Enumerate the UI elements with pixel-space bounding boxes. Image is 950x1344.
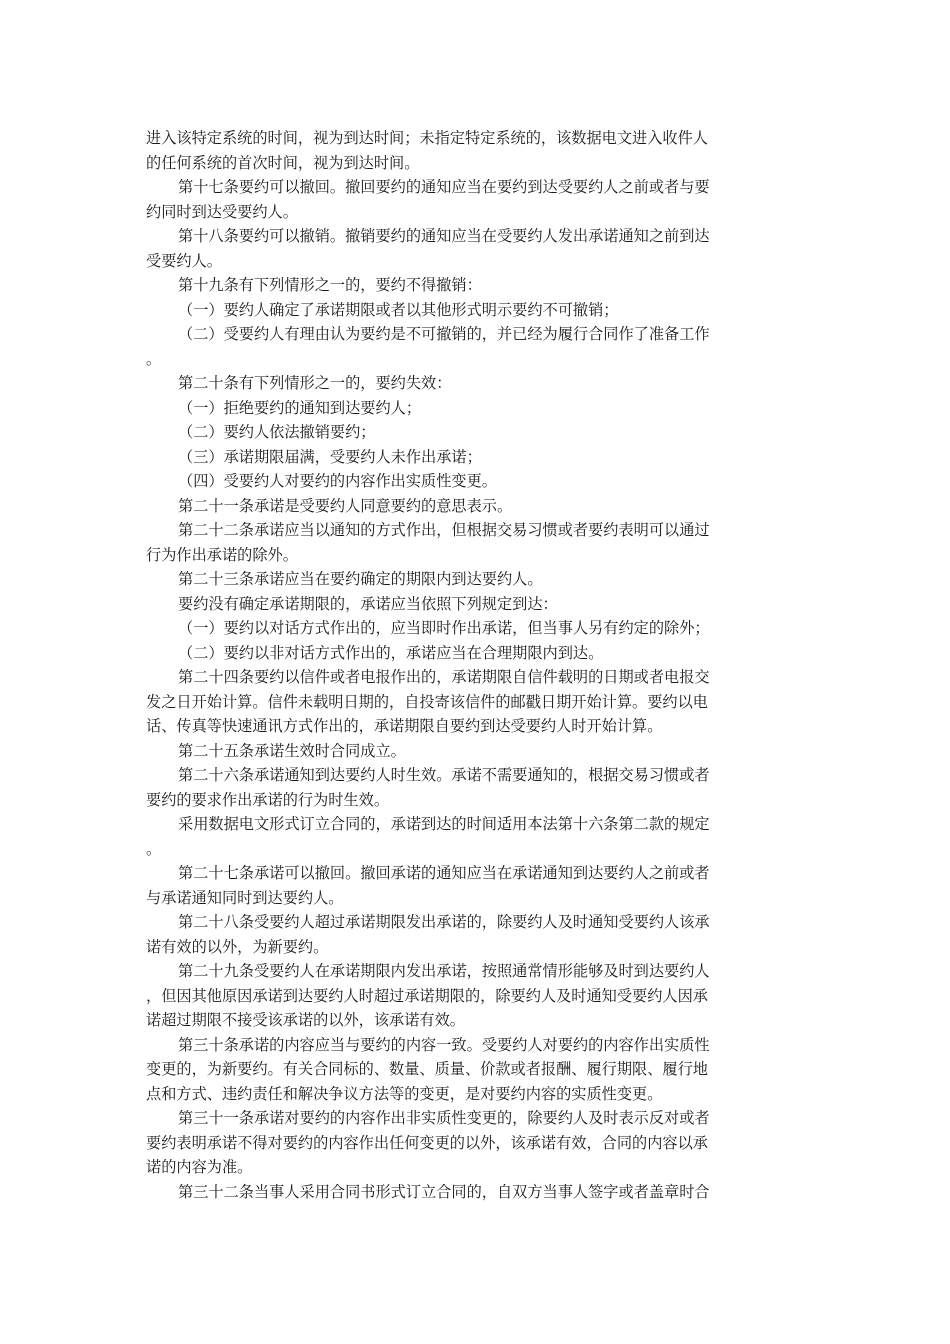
text-line: 第三十二条当事人采用合同书形式订立合同的，自双方当事人签字或者盖章时合 [178, 1182, 710, 1201]
text-line: ，但因其他原因承诺到达要约人时超过承诺期限的，除要约人及时通知受要约人因承 [146, 986, 708, 1005]
text-line: 第二十条有下列情形之一的，要约失效： [178, 374, 452, 392]
text-line: 第三十一条承诺对要约的内容作出非实质性变更的，除要约人及时表示反对或者 [178, 1109, 710, 1127]
text-line: （一）要约人确定了承诺期限或者以其他形式明示要约不可撤销； [178, 300, 619, 319]
text-line: 第二十二条承诺应当以通知的方式作出，但根据交易习惯或者要约表明可以通过 [178, 521, 710, 539]
text-line: 进入该特定系统的时间，视为到达时间；未指定特定系统的，该数据电文进入收件人 [146, 129, 708, 147]
text-line: 第二十八条受要约人超过承诺期限发出承诺的，除要约人及时通知受要约人该承 [178, 913, 710, 931]
text-line: 第十八条要约可以撤销。撤销要约的通知应当在受要约人发出承诺通知之前到达 [178, 227, 710, 245]
text-line: 要约表明承诺不得对要约的内容作出任何变更的以外，该承诺有效，合同的内容以承 [146, 1133, 708, 1152]
text-line: 受要约人。 [146, 251, 222, 270]
text-line: 发之日开始计算。信件未载明日期的，自投寄该信件的邮戳日期开始计算。要约以电 [146, 692, 708, 711]
text-line: 第二十一条承诺是受要约人同意要约的意思表示。 [178, 496, 513, 515]
text-line: 。 [146, 349, 162, 368]
text-line: 要约没有确定承诺期限的，承诺应当依照下列规定到达： [178, 594, 558, 613]
text-line: （四）受要约人对要约的内容作出实质性变更。 [178, 472, 497, 490]
text-line: 采用数据电文形式订立合同的，承诺到达的时间适用本法第十六条第二款的规定 [178, 815, 710, 833]
text-line: 要约的要求作出承诺的行为时生效。 [146, 790, 389, 809]
text-line: 与承诺通知同时到达要约人。 [146, 888, 344, 907]
text-line: （二）要约以非对话方式作出的，承诺应当在合理期限内到达。 [178, 643, 604, 662]
text-line: （二）受要约人有理由认为要约是不可撤销的，并已经为履行合同作了准备工作 [178, 325, 710, 343]
text-line: 行为作出承诺的除外。 [146, 545, 298, 564]
text-line: 第二十六条承诺通知到达要约人时生效。承诺不需要通知的，根据交易习惯或者 [178, 766, 710, 784]
text-line: 的任何系统的首次时间，视为到达时间。 [146, 153, 420, 172]
text-line: 约同时到达受要约人。 [146, 202, 298, 221]
text-line: 第二十五条承诺生效时合同成立。 [178, 741, 406, 760]
text-line: 点和方式、违约责任和解决争议方法等的变更，是对要约内容的实质性变更。 [146, 1084, 663, 1103]
text-line: 第二十九条受要约人在承诺期限内发出承诺，按照通常情形能够及时到达要约人 [178, 962, 710, 980]
document-body [146, 126, 774, 1204]
text-line: 诺超过期限不接受该承诺的以外，该承诺有效。 [146, 1011, 465, 1029]
text-line: 。 [146, 839, 162, 858]
text-line: 诺的内容为准。 [146, 1158, 253, 1176]
text-line: 第十九条有下列情形之一的，要约不得撤销： [178, 276, 482, 294]
text-line: （一）拒绝要约的通知到达要约人； [178, 398, 421, 417]
text-line: 话、传真等快速通讯方式作出的，承诺期限自要约到达受要约人时开始计算。 [146, 717, 663, 735]
text-line: （二）要约人依法撤销要约； [178, 423, 376, 441]
text-line: （一）要约以对话方式作出的，应当即时作出承诺，但当事人另有约定的除外； [178, 619, 710, 637]
text-line: 第十七条要约可以撤回。撤回要约的通知应当在要约到达受要约人之前或者与要 [178, 178, 710, 196]
text-line: 变更的，为新要约。有关合同标的、数量、质量、价款或者报酬、履行期限、履行地 [146, 1060, 708, 1078]
text-line: 第二十七条承诺可以撤回。撤回承诺的通知应当在承诺通知到达要约人之前或者 [178, 864, 710, 882]
text-line: （三）承诺期限届满，受要约人未作出承诺； [178, 447, 482, 466]
text-line: 第二十三条承诺应当在要约确定的期限内到达要约人。 [178, 570, 543, 588]
text-line: 诺有效的以外，为新要约。 [146, 937, 329, 956]
text-line: 第三十条承诺的内容应当与要约的内容一致。受要约人对要约的内容作出实质性 [178, 1035, 710, 1054]
text-line: 第二十四条要约以信件或者电报作出的，承诺期限自信件载明的日期或者电报交 [178, 668, 710, 686]
